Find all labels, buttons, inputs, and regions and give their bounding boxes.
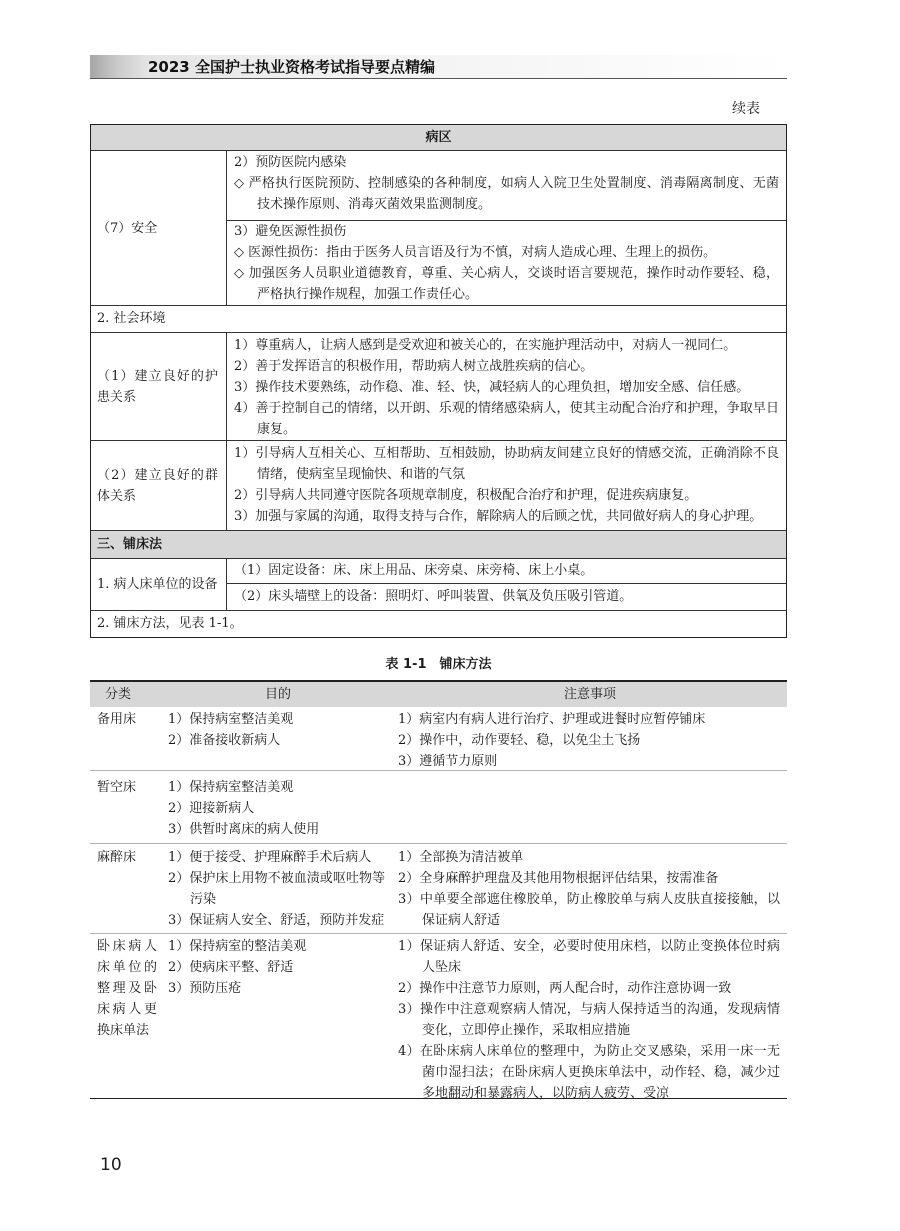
list-item: 1）全部换为清洁被单	[398, 850, 524, 865]
list-item: （2）床头墙壁上的设备：照明灯、呼叫装置、供氧及负压吸引管道。	[234, 589, 633, 604]
iatrogenic-injury-title: 3）避免医源性损伤	[234, 224, 347, 239]
list-item: 1）引导病人互相关心、互相帮助、互相鼓励，协助病友间建立良好的情感交流，正确消除不良情绪，使病室呈现愉快、和谐的气氛	[234, 446, 779, 482]
row-category: 备用床	[97, 712, 137, 727]
list-item: （1）固定设备：床、床上用品、床旁桌、床旁椅、床上小桌。	[234, 563, 594, 578]
bed-making-methods-table	[90, 680, 787, 1099]
row-category: 麻醉床	[97, 850, 137, 865]
list-item: 2）全身麻醉护理盘及其他用物根据评估结果，按需准备	[398, 871, 719, 886]
list-item: 2）保护床上用物不被血渍或呕吐物等污染	[168, 871, 385, 907]
column-header-notes: 注意事项	[563, 687, 616, 702]
list-item: 3）供暂时离床的病人使用	[168, 822, 320, 837]
list-item: 3）保证病人安全、舒适，预防并发症	[168, 913, 385, 928]
list-item: 1）保持病室的整洁美观	[168, 939, 307, 954]
running-title: 2023 全国护士执业资格考试指导要点精编	[148, 58, 435, 76]
list-item: 2）善于发挥语言的积极作用，帮助病人树立战胜疾病的信心。	[234, 359, 594, 374]
row-purposes	[163, 707, 393, 751]
table-caption: 表 1-1 铺床方法	[385, 657, 492, 672]
table-row	[90, 933, 787, 1101]
unit-equipment-label: 1. 病人床单位的设备	[97, 577, 218, 592]
list-item: 3）预防压疮	[168, 981, 242, 996]
list-item: 2）使病床平整、舒适	[168, 960, 294, 975]
list-item: 1）保证病人舒适、安全，必要时使用床档，以防止变换体位时病人坠床	[398, 939, 780, 975]
table-row	[90, 770, 787, 843]
list-item: 3）加强与家属的沟通，取得支持与合作，解除病人的后顾之忧，共同做好病人的身心护理。	[234, 509, 763, 524]
list-item: 3）操作技术要熟练，动作稳、准、轻、快，减轻病人的心理负担，增加安全感、信任感。	[234, 380, 750, 395]
safety-row	[91, 150, 786, 305]
list-item: 2）操作中，动作要轻、稳，以免尘土飞扬	[398, 733, 641, 748]
infection-prevention-point: ◇ 严格执行医院预防、控制感染的各种制度，如病人入院卫生处置制度、消毒隔离制度、无菌技术操作原则、消毒灭菌效果监测制度。	[234, 176, 779, 212]
ward-table	[90, 124, 787, 638]
wall-equipment-cell	[227, 584, 786, 610]
row-notes	[393, 707, 787, 772]
continued-label: 续表	[732, 101, 760, 117]
infection-prevention-title: 2）预防医院内感染	[234, 155, 347, 170]
list-item: 2）操作中注意节力原则，两人配合时，动作注意协调一致	[398, 981, 732, 996]
nurse-patient-label: （1）建立良好的护患关系	[97, 368, 218, 405]
nurse-patient-label-cell	[91, 333, 227, 440]
ward-table-heading: 病区	[91, 125, 786, 150]
row-purposes	[163, 771, 393, 840]
list-item: 1）便于接受、护理麻醉手术后病人	[168, 850, 372, 865]
safety-label: （7）安全	[97, 220, 158, 236]
row-category: 暂空床	[97, 780, 137, 795]
infection-prevention-cell	[227, 151, 786, 221]
safety-label-cell	[91, 151, 227, 305]
table-row	[90, 707, 787, 770]
table-row	[90, 843, 787, 933]
row-notes	[393, 934, 787, 1104]
list-item: 3）遵循节力原则	[398, 754, 498, 769]
table-header-row	[90, 682, 787, 707]
iatrogenic-injury-cell	[227, 221, 786, 305]
group-relationship-label: （2）建立良好的群体关系	[97, 467, 218, 504]
bed-making-method-note: 2. 铺床方法，见表 1-1。	[91, 610, 786, 636]
list-item: 4）善于控制自己的情绪，以开朗、乐观的情绪感染病人，使其主动配合治疗和护理，争取早日康复。	[234, 401, 779, 437]
list-item: 3）操作中注意观察病人情况，与病人保持适当的沟通，发现病情变化，立即停止操作，采取相应措施	[398, 1002, 780, 1038]
list-item: 4）在卧床病人床单位的整理中，为防止交叉感染，采用一床一无菌巾湿扫法；在卧床病人更换床单法中，动作轻、稳，减少过多地翻动和暴露病人，以防病人疲劳、受凉	[398, 1044, 780, 1101]
group-relationship-row	[91, 440, 786, 530]
list-item: 2）准备接收新病人	[168, 733, 281, 748]
list-item: 3）中单要全部遮住橡胶单，防止橡胶单与病人皮肤直接接触，以保证病人舒适	[398, 892, 780, 928]
row-notes	[393, 771, 787, 773]
column-header-category: 分类	[104, 687, 131, 702]
row-notes	[393, 844, 787, 931]
row-purposes	[163, 844, 393, 931]
unit-equipment-label-cell	[91, 559, 227, 610]
group-relationship-label-cell	[91, 441, 227, 530]
list-item: 2）迎接新病人	[168, 801, 255, 816]
nurse-patient-content	[227, 333, 786, 440]
list-item: 1）保持病室整洁美观	[168, 712, 294, 727]
row-purposes	[163, 934, 393, 999]
social-environment-heading: 2. 社会环境	[91, 305, 786, 332]
list-item: 1）病室内有病人进行治疗、护理或进餐时应暂停铺床	[398, 712, 706, 727]
column-header-purpose: 目的	[264, 687, 291, 702]
row-category: 卧床病人床单位的整理及卧床病人更换床单法	[97, 939, 157, 1038]
page-number: 10	[100, 1155, 122, 1175]
unit-equipment-row	[91, 558, 786, 610]
list-item: 1）保持病室整洁美观	[168, 780, 294, 795]
iatrogenic-injury-point: ◇ 医源性损伤：指由于医务人员言语及行为不慎，对病人造成心理、生理上的损伤。	[234, 245, 717, 260]
list-item: 2）引导病人共同遵守医院各项规章制度，积极配合治疗和护理，促进疾病康复。	[234, 488, 698, 503]
nurse-patient-row	[91, 332, 786, 440]
group-relationship-content	[227, 441, 786, 530]
bed-making-heading: 三、铺床法	[91, 530, 786, 558]
list-item: 1）尊重病人，让病人感到是受欢迎和被关心的，在实施护理活动中，对病人一视同仁。	[234, 338, 737, 353]
iatrogenic-injury-point: ◇ 加强医务人员职业道德教育，尊重、关心病人，交谈时语言要规范，操作时动作要轻、稳，严格执行操作规程，加强工作责任心。	[234, 266, 779, 302]
fixed-equipment-cell	[227, 559, 786, 584]
